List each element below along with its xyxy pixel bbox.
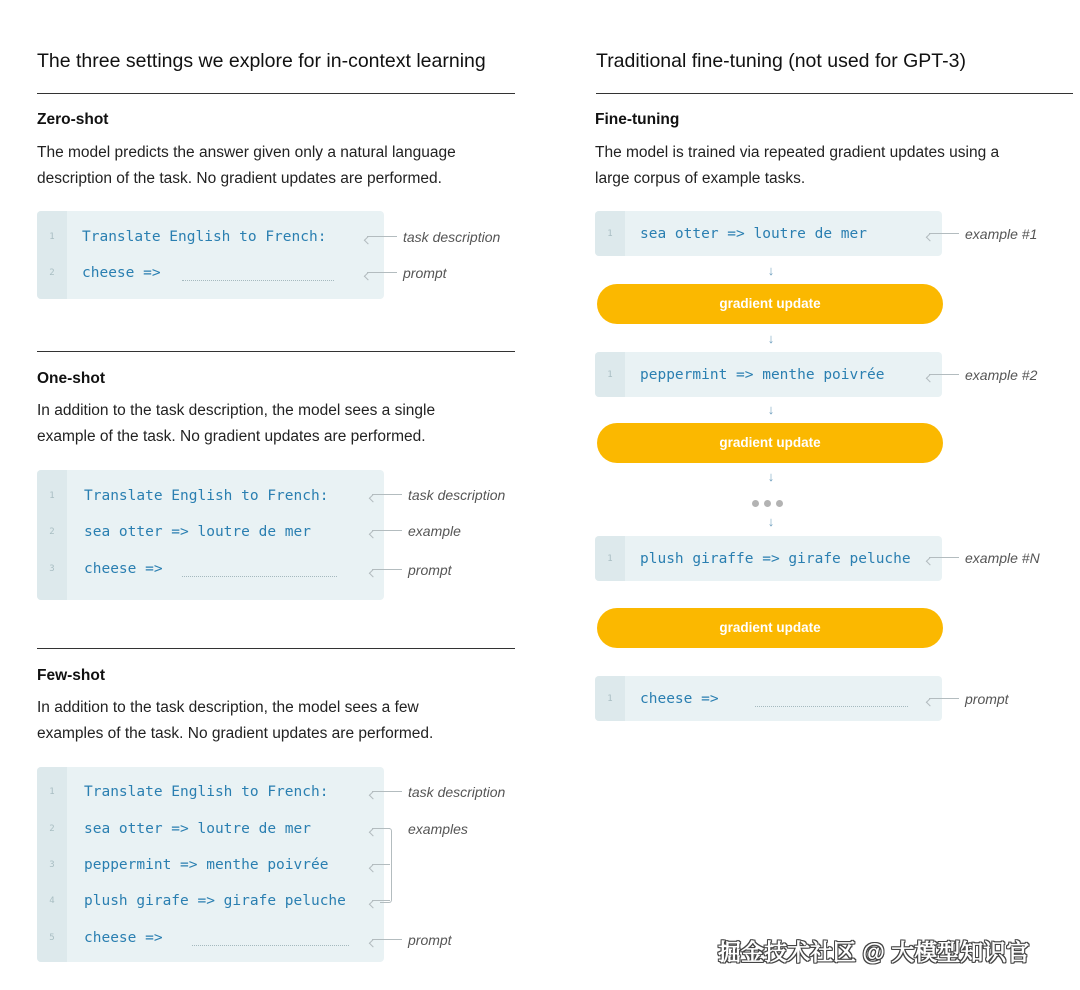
down-arrow-icon: ↓ (767, 514, 775, 529)
code-text: cheese => (84, 561, 163, 577)
line-number: 1 (49, 491, 55, 501)
section-divider (37, 351, 515, 352)
code-text: cheese => (640, 691, 719, 707)
annotation-text: task description (403, 229, 501, 245)
line-number: 1 (49, 232, 55, 242)
examples-bracket (380, 828, 392, 903)
line-gutter (37, 211, 67, 299)
code-text: cheese => (84, 930, 163, 946)
code-text: Translate English to French: (84, 488, 329, 504)
ellipsis-dots (752, 494, 788, 504)
zero-shot-desc-line-1: The model predicts the answer given only a natural language (37, 144, 456, 161)
code-text: peppermint => menthe poivrée (84, 857, 329, 873)
fine-tuning-title: Fine-tuning (595, 111, 680, 128)
annotation-text: example #N (965, 550, 1040, 566)
line-number: 3 (49, 564, 55, 574)
gradient-update-pill: gradient update (597, 608, 943, 648)
left-arrow-icon (929, 557, 959, 558)
few-shot-description (37, 695, 517, 746)
down-arrow-icon: ↓ (767, 331, 775, 346)
left-arrow-icon (372, 864, 390, 865)
fine-tuning-example-box (595, 536, 942, 581)
left-arrow-icon (372, 791, 402, 792)
code-text: Translate English to French: (82, 229, 327, 245)
line-number: 1 (607, 370, 613, 380)
few-shot-desc-line-1: In addition to the task description, the model sees a few (37, 699, 419, 716)
right-column-title: Traditional fine-tuning (not used for GPT-3) (596, 50, 966, 72)
zero-shot-description (37, 140, 517, 191)
answer-blank (755, 706, 908, 707)
annotation-text: prompt (408, 932, 452, 948)
dot (776, 500, 783, 507)
annotation-text: prompt (965, 691, 1009, 707)
watermark: 掘金技术社区 @ 大模型知识官 (718, 939, 1030, 965)
down-arrow-icon: ↓ (767, 402, 775, 417)
code-text: sea otter => loutre de mer (84, 524, 311, 540)
code-text: cheese => (82, 265, 161, 281)
code-text: sea otter => loutre de mer (640, 226, 867, 242)
annotation-text: examples (408, 821, 468, 837)
fine-tuning-desc-line-1: The model is trained via repeated gradient updates using a (595, 144, 1000, 161)
left-arrow-icon (929, 698, 959, 699)
line-number: 1 (607, 554, 613, 564)
zero-shot-code-box (37, 211, 384, 299)
fine-tuning-example-box (595, 211, 942, 256)
line-number: 2 (49, 268, 55, 278)
code-text: peppermint => menthe poivrée (640, 367, 885, 383)
zero-shot-title: Zero-shot (37, 111, 109, 128)
answer-blank (182, 280, 334, 281)
dot (752, 500, 759, 507)
gradient-update-pill: gradient update (597, 284, 943, 324)
left-column-title: The three settings we explore for in-context learning (37, 50, 486, 72)
left-arrow-icon (372, 900, 390, 901)
fine-tuning-description (595, 140, 1075, 191)
few-shot-code-box (37, 767, 384, 962)
line-number: 3 (49, 860, 55, 870)
few-shot-desc-line-2: examples of the task. No gradient updates are performed. (37, 724, 434, 742)
left-arrow-icon (367, 272, 397, 273)
gradient-update-pill: gradient update (597, 423, 943, 463)
left-title-divider (37, 93, 515, 94)
left-arrow-icon (367, 236, 397, 237)
answer-blank (192, 945, 349, 946)
left-arrow-icon (929, 374, 959, 375)
zero-shot-desc-line-2: description of the task. No gradient updates are performed. (37, 169, 442, 187)
code-text: plush girafe => girafe peluche (84, 893, 346, 909)
annotation-text: example (408, 523, 461, 539)
left-arrow-icon (372, 494, 402, 495)
left-arrow-icon (372, 939, 402, 940)
one-shot-description (37, 398, 517, 449)
fine-tuning-desc-line-2: large corpus of example tasks. (595, 169, 806, 187)
line-number: 1 (49, 787, 55, 797)
left-arrow-icon (372, 569, 402, 570)
line-number: 2 (49, 527, 55, 537)
fine-tuning-prompt-box (595, 676, 942, 721)
left-arrow-icon (372, 530, 402, 531)
fine-tuning-example-box (595, 352, 942, 397)
line-number: 4 (49, 896, 55, 906)
annotation-text: task description (408, 487, 506, 503)
code-text: Translate English to French: (84, 784, 329, 800)
dot (764, 500, 771, 507)
code-text: sea otter => loutre de mer (84, 821, 311, 837)
down-arrow-icon: ↓ (767, 263, 775, 278)
one-shot-code-box (37, 470, 384, 600)
one-shot-title: One-shot (37, 370, 106, 387)
line-number: 5 (49, 933, 55, 943)
left-arrow-icon (929, 233, 959, 234)
annotation-text: prompt (408, 562, 452, 578)
annotation-text: task description (408, 784, 506, 800)
line-number: 2 (49, 824, 55, 834)
one-shot-desc-line-2: example of the task. No gradient updates are performed. (37, 427, 426, 445)
annotation-text: example #2 (965, 367, 1038, 383)
code-text: plush giraffe => girafe peluche (640, 551, 911, 567)
one-shot-desc-line-1: In addition to the task description, the model sees a single (37, 402, 436, 419)
few-shot-title: Few-shot (37, 667, 106, 684)
annotation-text: prompt (403, 265, 447, 281)
section-divider (37, 648, 515, 649)
line-number: 1 (607, 229, 613, 239)
line-number: 1 (607, 694, 613, 704)
answer-blank (182, 576, 337, 577)
down-arrow-icon: ↓ (767, 469, 775, 484)
right-title-divider (596, 93, 1073, 94)
annotation-text: example #1 (965, 226, 1038, 242)
